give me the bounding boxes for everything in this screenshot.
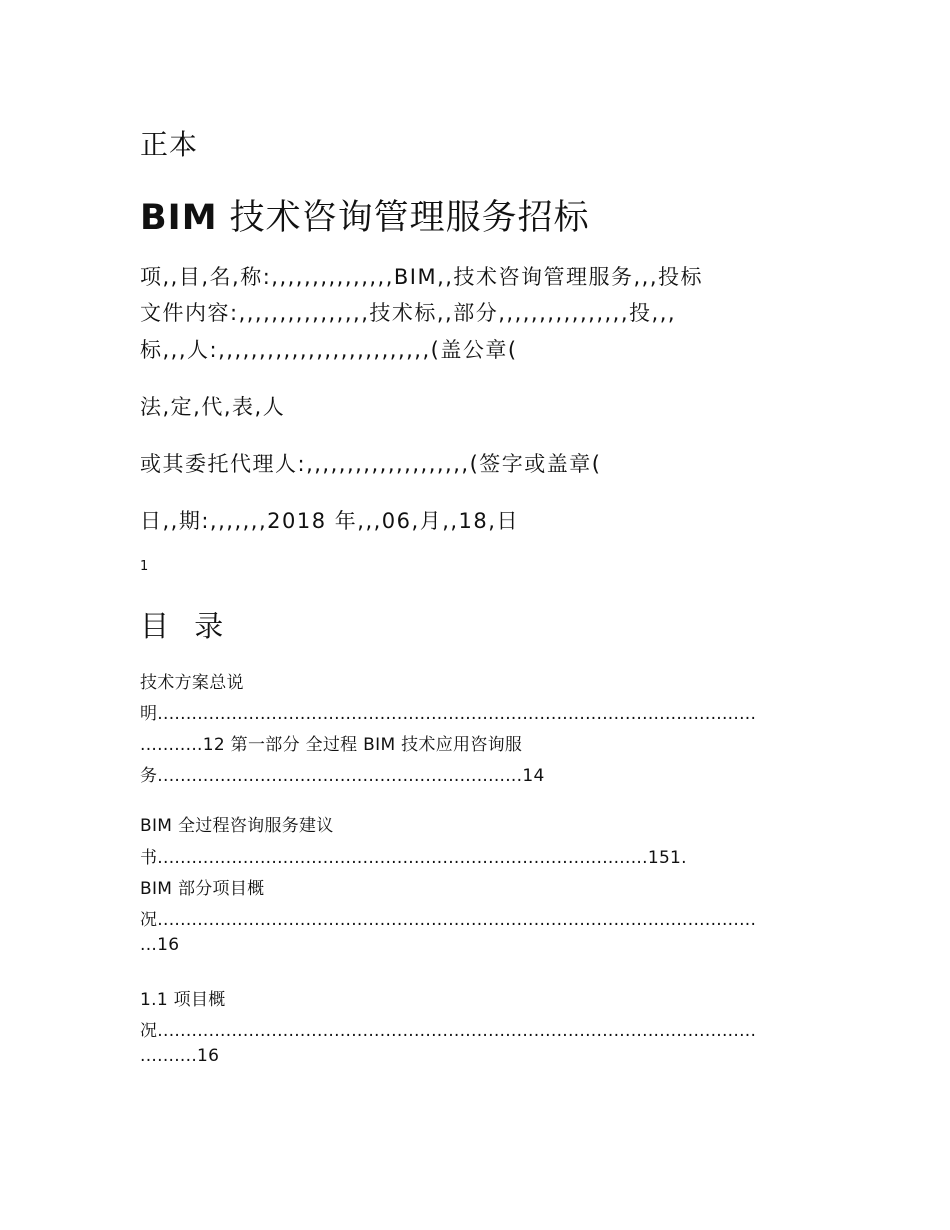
file-content-line: 文件内容:,,,,,,,,,,,,,,,,技术标,,部分,,,,,,,,,,,,,,,,投,,, (140, 301, 677, 325)
toc-entry-line: 务................................................................14 (140, 766, 545, 786)
toc-entry-line: 况......................................................................................................... (140, 910, 757, 930)
toc-entry-line: 技术方案总说 (140, 673, 244, 693)
toc-entry-line: ..........16 (140, 1046, 220, 1066)
date-line: 日,,期:,,,,,,,2018 年,,,06,月,,18,日 (140, 509, 519, 533)
document-title-latin: BIM (140, 198, 218, 238)
toc-heading: 目 录 (140, 609, 232, 643)
page-number: 1 (140, 559, 149, 574)
document-title (140, 190, 590, 240)
toc-entry-line: 况......................................................................................................... (140, 1021, 757, 1041)
authorized-agent-line: 或其委托代理人:,,,,,,,,,,,,,,,,,,,,(签字或盖章( (140, 452, 602, 476)
toc-entry-line: BIM 部分项目概 (140, 879, 265, 899)
toc-entry-line: ...........12 第一部分 全过程 BIM 技术应用咨询服 (140, 735, 523, 755)
toc-entry-line: 书......................................................................................151. (140, 848, 687, 868)
bidder-line: 标,,,人:,,,,,,,,,,,,,,,,,,,,,,,,,,(盖公章( (140, 338, 518, 362)
document-title-cjk: 技术咨询管理服务招标 (217, 198, 590, 238)
toc-entry-line: BIM 全过程咨询服务建议 (140, 816, 334, 836)
toc-entry-line: 1.1 项目概 (140, 990, 226, 1010)
legal-representative-line: 法,定,代,表,人 (140, 395, 286, 419)
toc-entry-line: 明......................................................................................................... (140, 704, 757, 724)
project-name-line: 项,,目,名,称:,,,,,,,,,,,,,,,BIM,,技术咨询管理服务,,,投标 (140, 265, 703, 289)
toc-entry-line: ...16 (140, 935, 180, 955)
edition-label: 正本 (140, 128, 199, 161)
